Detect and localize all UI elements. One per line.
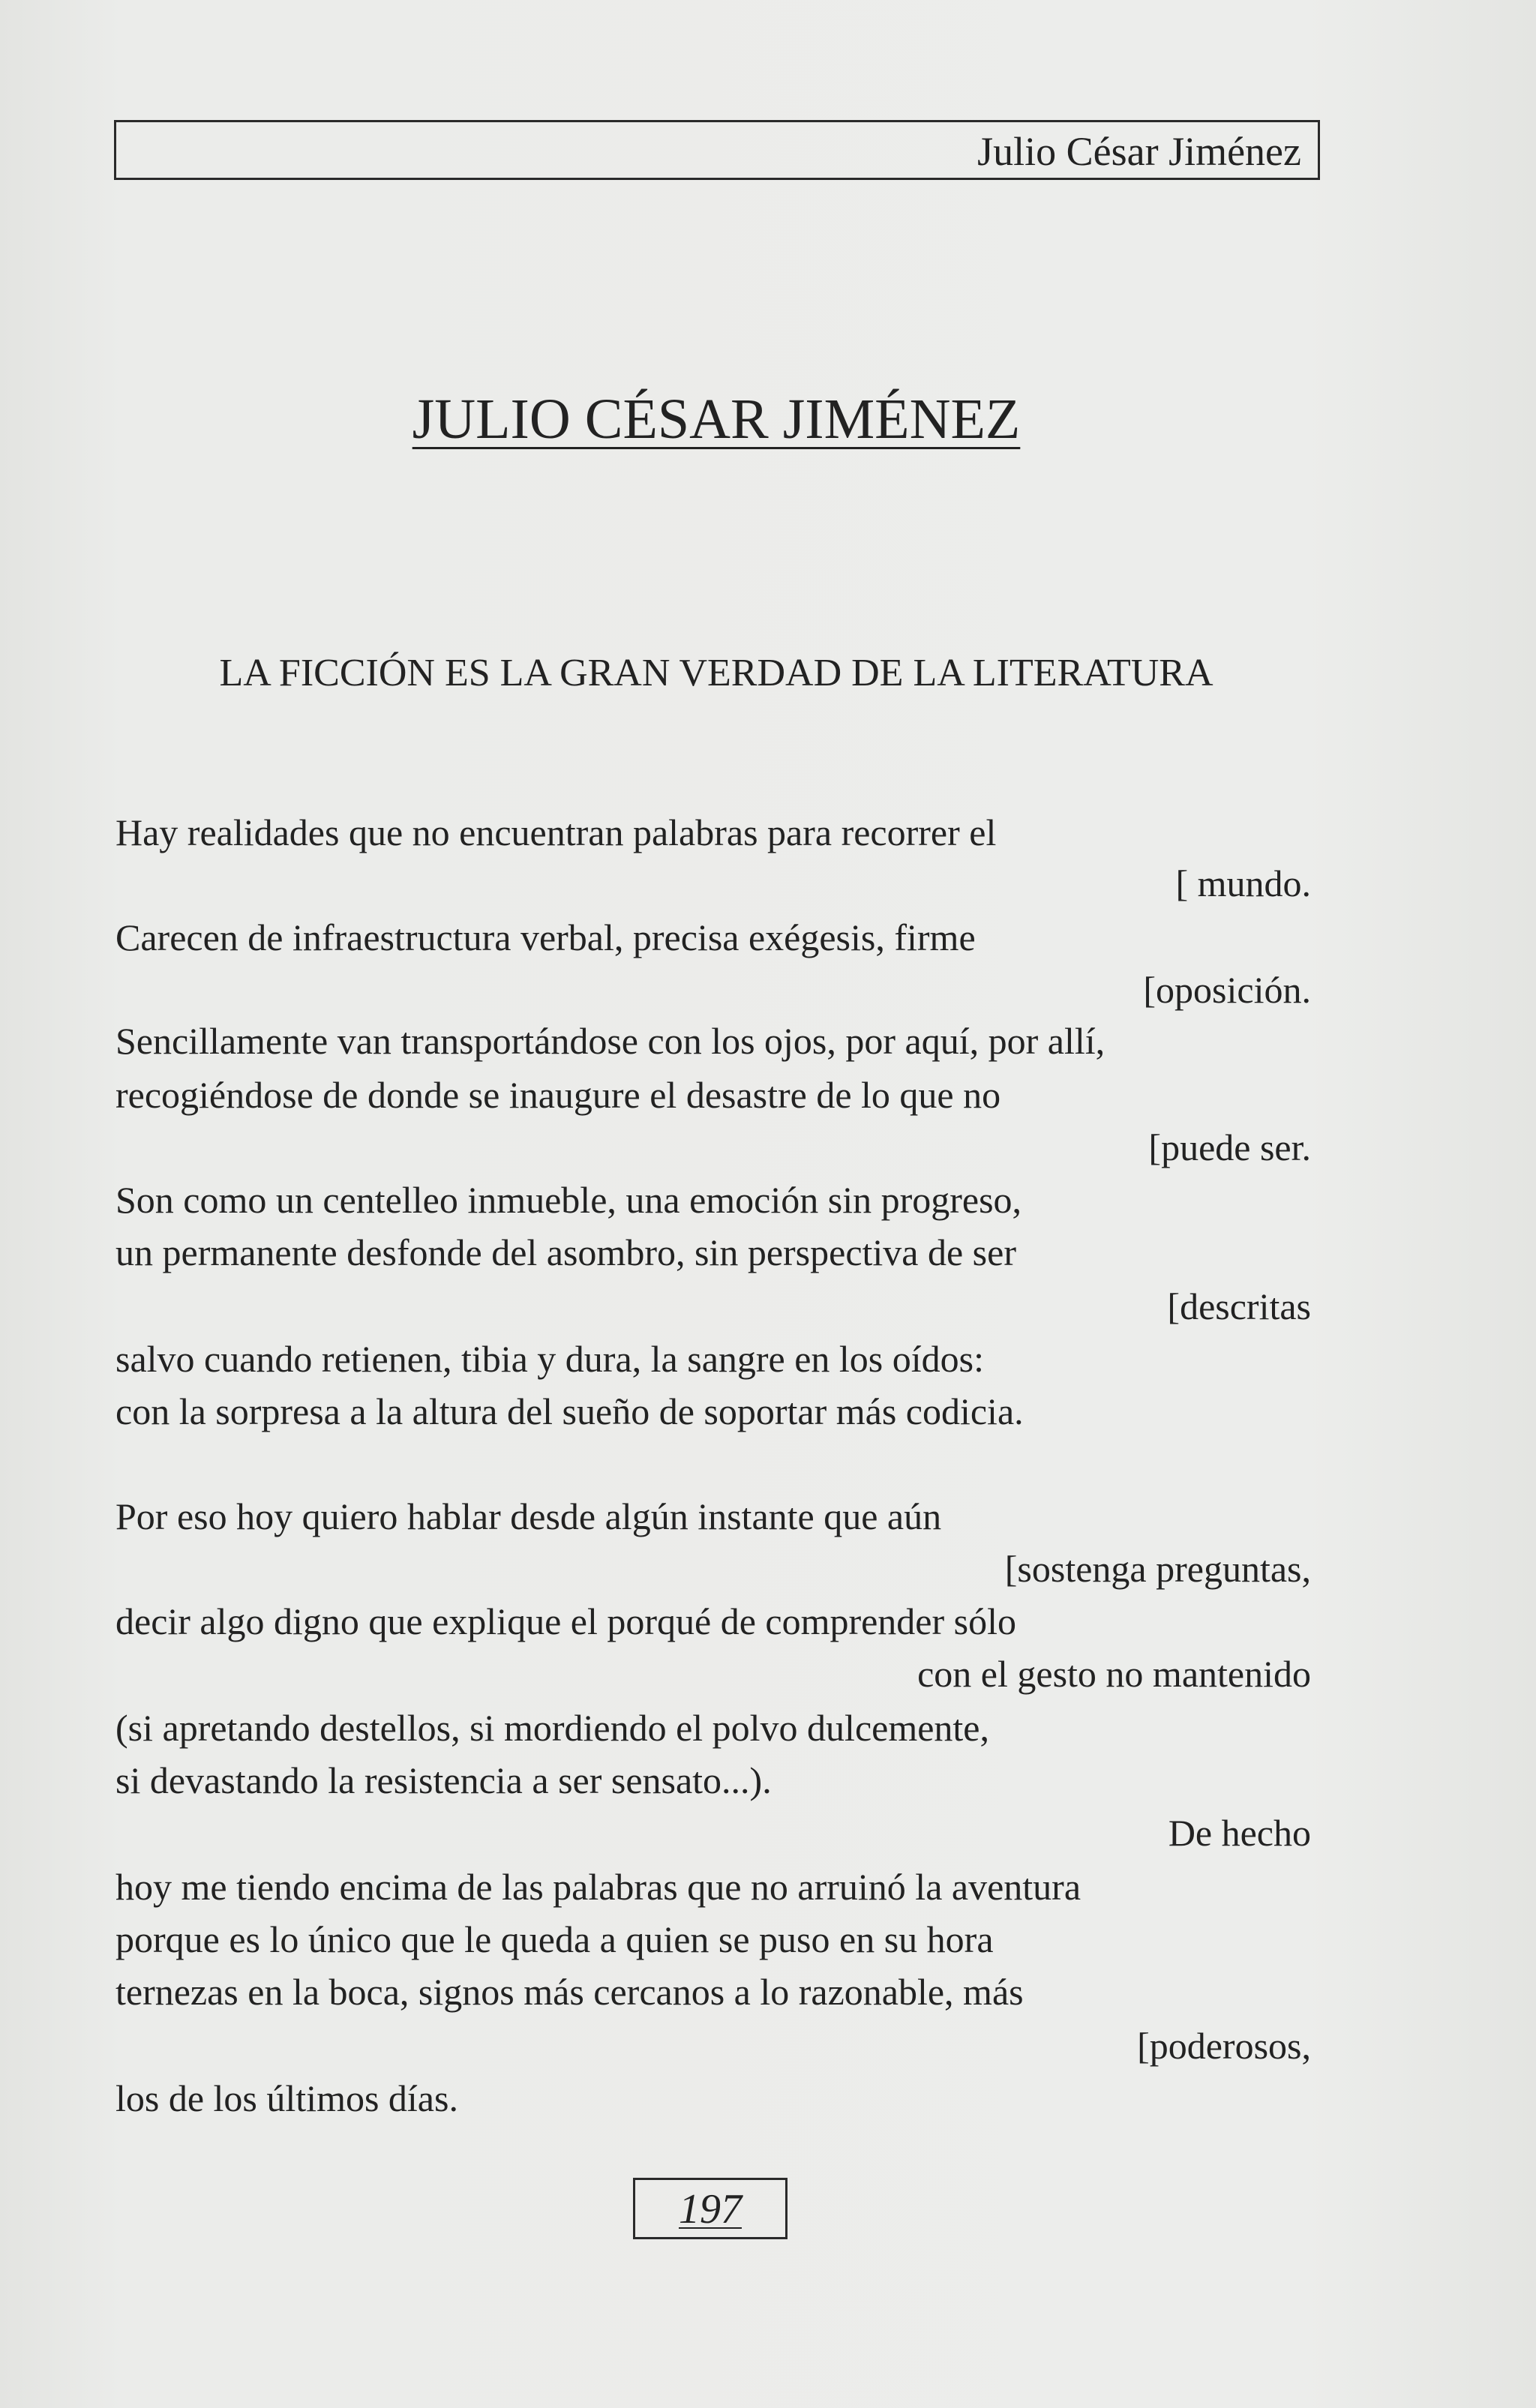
poem-line-continuation: [poderosos, [1137, 2025, 1311, 2067]
poem-line: (si apretando destellos, si mordiendo el polvo dulcemente, [116, 1707, 989, 1749]
poem-line: Hay realidades que no encuentran palabras para recorrer el [116, 811, 997, 853]
poem-line-continuation: [puede ser. [1148, 1126, 1311, 1168]
poem-line-continuation: De hecho [1168, 1812, 1311, 1854]
poem-line: ternezas en la boca, signos más cercanos a lo razonable, más [116, 1971, 1024, 2013]
author-name-heading: JULIO CÉSAR JIMÉNEZ [412, 388, 1021, 451]
poem-line-continuation: [descritas [1167, 1285, 1311, 1327]
poem-line: Por eso hoy quiero hablar desde algún instante que aún [116, 1495, 942, 1537]
page-number-box [633, 2178, 788, 2239]
poem-line: Carecen de infraestructura verbal, precisa exégesis, firme [116, 916, 976, 958]
poem-line: con la sorpresa a la altura del sueño de soportar más codicia. [116, 1390, 1024, 1432]
poem-title: LA FICCIÓN ES LA GRAN VERDAD DE LA LITERATURA [219, 652, 1214, 694]
poem-line: un permanente desfonde del asombro, sin perspectiva de ser [116, 1231, 1016, 1273]
page-number: 197 [679, 2186, 742, 2233]
poem-line-continuation: [oposición. [1143, 969, 1311, 1011]
poem-line: los de los últimos días. [116, 2077, 458, 2119]
poem-line: salvo cuando retienen, tibia y dura, la sangre en los oídos: [116, 1338, 985, 1380]
poem-line-continuation: con el gesto no mantenido [917, 1653, 1311, 1695]
running-header [114, 120, 1320, 180]
poem-line: Sencillamente van transportándose con los ojos, por aquí, por allí, [116, 1020, 1106, 1062]
poem-line: si devastando la resistencia a ser sensato...). [116, 1759, 772, 1801]
poem-line: hoy me tiendo encima de las palabras que no arruinó la aventura [116, 1866, 1082, 1908]
poem-line: recogiéndose de donde se inaugure el desastre de lo que no [116, 1074, 1001, 1116]
poem-line-continuation: [sostenga preguntas, [1004, 1548, 1311, 1590]
poem-line: porque es lo único que le queda a quien se puso en su hora [116, 1918, 994, 1960]
poem-line: Son como un centelleo inmueble, una emoción sin progreso, [116, 1179, 1022, 1221]
running-header-title: Julio César Jiménez [977, 129, 1301, 174]
poem-line: decir algo digno que explique el porqué de comprender sólo [116, 1600, 1017, 1642]
page-title [0, 385, 1432, 453]
poem-line-continuation: [ mundo. [1175, 862, 1311, 904]
